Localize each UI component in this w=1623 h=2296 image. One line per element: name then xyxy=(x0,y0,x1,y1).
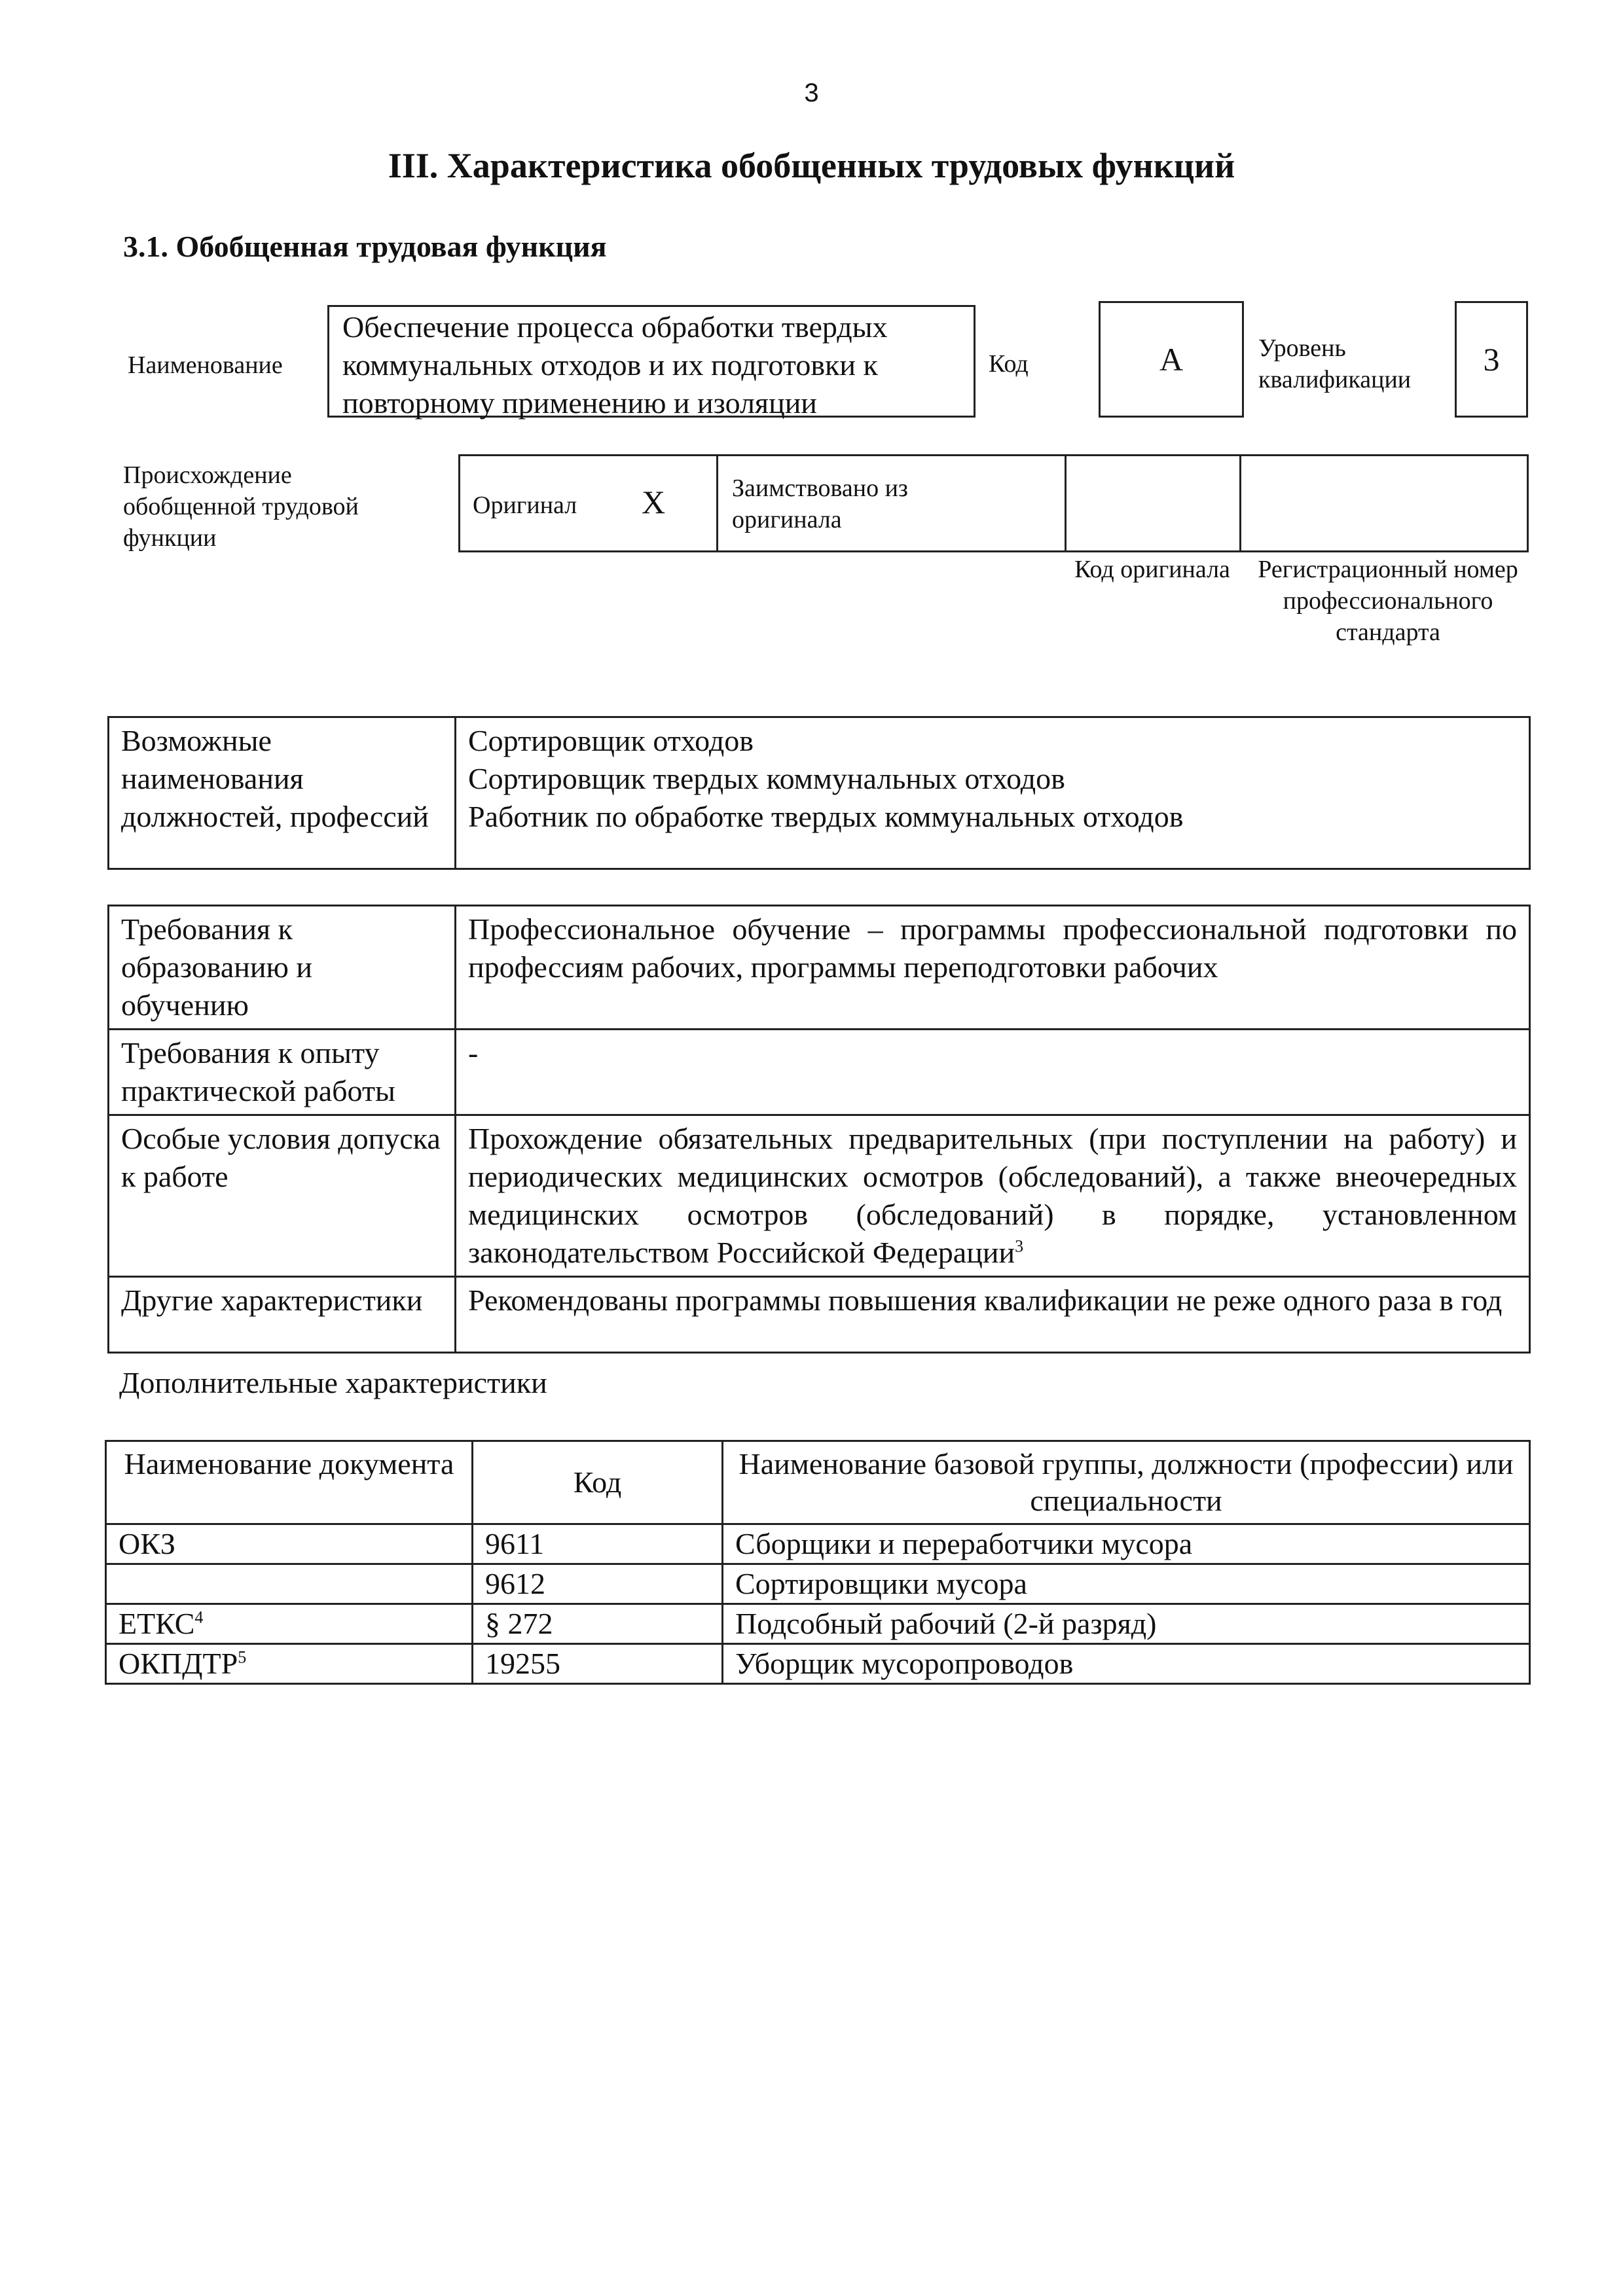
requirement-label: Другие характеристики xyxy=(109,1277,456,1353)
code-cell: 9611 xyxy=(473,1524,723,1564)
footnote-ref[interactable]: 5 xyxy=(238,1647,247,1667)
positions-list xyxy=(456,717,1530,869)
position-item: Сортировщик отходов xyxy=(468,724,754,757)
doc-cell xyxy=(106,1604,473,1644)
code-cell: 19255 xyxy=(473,1644,723,1684)
page-number: 3 xyxy=(804,79,819,107)
positions-table xyxy=(107,716,1531,870)
doc-cell xyxy=(106,1644,473,1684)
requirement-row-other xyxy=(109,1277,1530,1353)
footnote-ref[interactable]: 3 xyxy=(1015,1236,1024,1256)
group-name-cell: Сортировщики мусора xyxy=(723,1564,1530,1604)
borrowed-label: Заимствовано из оригинала xyxy=(732,475,908,533)
reg-number-caption: Регистрационный номер профессионального стандарта xyxy=(1258,556,1518,646)
requirement-row-education xyxy=(109,906,1530,1030)
requirement-value: - xyxy=(456,1030,1530,1115)
additional-title: Дополнительные характеристики xyxy=(119,1366,547,1399)
table-row xyxy=(106,1564,1530,1604)
doc-name: ОКПДТР xyxy=(119,1647,238,1680)
group-name-cell: Сборщики и переработчики мусора xyxy=(723,1524,1530,1564)
requirements-table xyxy=(107,905,1531,1354)
code-value-box xyxy=(1099,301,1244,418)
code-label: Код xyxy=(989,350,1029,378)
level-value: 3 xyxy=(1483,341,1500,378)
doc-name: ОКЗ xyxy=(119,1527,175,1560)
doc-cell xyxy=(106,1524,473,1564)
doc-name: ЕТКС xyxy=(119,1607,195,1640)
header-code: Код xyxy=(473,1441,723,1524)
requirement-label: Требования к опыту практической работы xyxy=(109,1030,456,1115)
function-name-box xyxy=(327,305,976,418)
requirement-row-experience xyxy=(109,1030,1530,1115)
origin-divider-3 xyxy=(1239,454,1241,552)
code-cell: 9612 xyxy=(473,1564,723,1604)
requirement-label: Требования к образованию и обучению xyxy=(109,906,456,1030)
code-original-caption: Код оригинала xyxy=(1074,556,1230,583)
original-label: Оригинал xyxy=(473,492,577,519)
requirement-row-special-conditions xyxy=(109,1115,1530,1277)
requirement-label: Особые условия допуска к работе xyxy=(109,1115,456,1277)
requirement-value: Профессиональное обучение – программы профессиональной подготовки по профессиям рабочих, программы переподготовки рабочих xyxy=(456,906,1530,1030)
original-mark: X xyxy=(642,484,666,520)
origin-divider-1 xyxy=(716,454,718,552)
name-label: Наименование xyxy=(128,351,283,379)
origin-divider-2 xyxy=(1065,454,1067,552)
header-document: Наименование документа xyxy=(106,1441,473,1524)
group-name-cell: Подсобный рабочий (2-й разряд) xyxy=(723,1604,1530,1644)
origin-label: Происхождение обобщенной трудовой функции xyxy=(123,461,359,552)
level-label: Уровень квалификации xyxy=(1258,334,1412,393)
additional-header-row xyxy=(106,1441,1530,1524)
subsection-title: 3.1. Обобщенная трудовая функция xyxy=(123,230,607,263)
requirement-value-cell xyxy=(456,1115,1530,1277)
additional-table xyxy=(105,1440,1531,1685)
group-name-cell: Уборщик мусоропроводов xyxy=(723,1644,1530,1684)
positions-row xyxy=(109,717,1530,869)
table-row xyxy=(106,1644,1530,1684)
code-cell: § 272 xyxy=(473,1604,723,1644)
table-row xyxy=(106,1604,1530,1644)
position-item: Работник по обработке твердых коммунальных отходов xyxy=(468,800,1184,833)
footnote-ref[interactable]: 4 xyxy=(194,1607,204,1627)
requirement-value: Рекомендованы программы повышения квалификации не реже одного раза в год xyxy=(456,1277,1530,1353)
function-name-value: Обеспечение процесса обработки твердых коммунальных отходов и их подготовки к повторному применению и изоляции xyxy=(342,310,888,420)
position-item: Сортировщик твердых коммунальных отходов xyxy=(468,762,1065,795)
requirement-value: Прохождение обязательных предварительных (при поступлении на работу) и периодических медицинских осмотров (обследований), а также внеочередных медицинских осмотров (обследований) в порядке, установленном законодательством Российской Федерации xyxy=(468,1122,1517,1269)
section-title: III. Характеристика обобщенных трудовых функций xyxy=(388,146,1235,185)
doc-cell xyxy=(106,1564,473,1604)
level-value-box xyxy=(1455,301,1528,418)
code-value: A xyxy=(1159,341,1184,378)
table-row xyxy=(106,1524,1530,1564)
positions-label: Возможные наименования должностей, профессий xyxy=(109,717,456,869)
header-group-name: Наименование базовой группы, должности (профессии) или специальности xyxy=(723,1441,1530,1524)
